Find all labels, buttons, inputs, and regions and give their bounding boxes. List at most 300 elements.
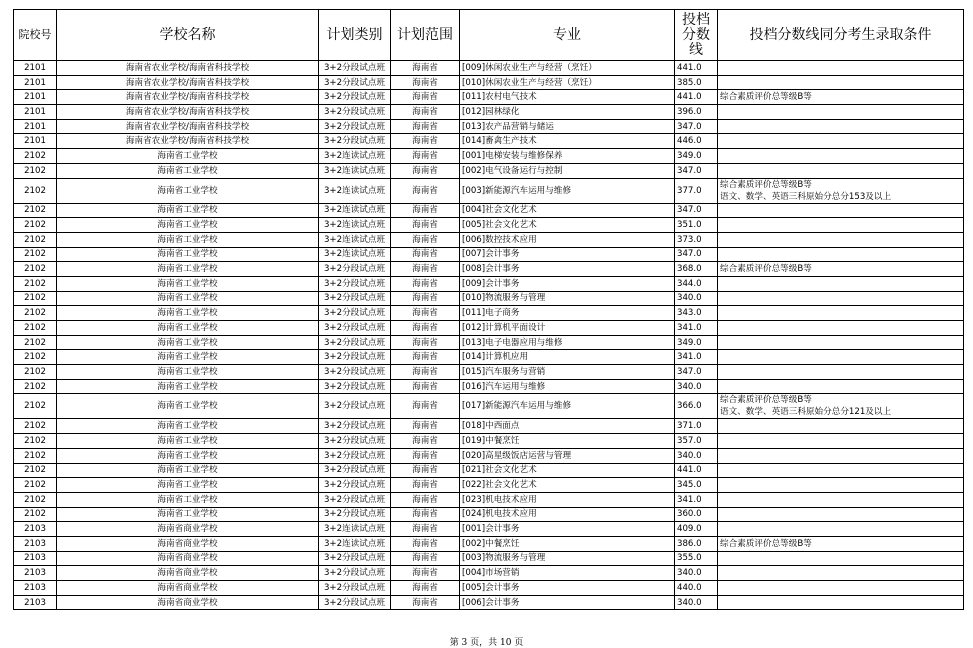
cell-major: [009]会计事务 [460,276,675,291]
cell-plan-scope: 海南省 [391,75,460,90]
cell-code: 2102 [14,306,57,321]
cell-major: [006]会计事务 [460,595,675,610]
table-row [14,232,964,247]
cell-code: 2103 [14,536,57,551]
table-row [14,463,964,478]
cell-plan-scope: 海南省 [391,350,460,365]
cell-condition [718,394,964,419]
cell-major: [023]机电技术应用 [460,492,675,507]
cell-school: 海南省工业学校 [57,492,319,507]
cell-plan-scope: 海南省 [391,247,460,262]
cell-plan-type: 3+2分段试点班 [319,90,391,105]
cell-plan-scope: 海南省 [391,218,460,233]
cell-plan-type: 3+2分段试点班 [319,551,391,566]
cell-plan-type: 3+2连读试点班 [319,203,391,218]
cell-plan-scope: 海南省 [391,536,460,551]
cell-plan-scope: 海南省 [391,178,460,203]
cell-condition [718,149,964,164]
cell-score: 373.0 [675,232,718,247]
cell-plan-type: 3+2分段试点班 [319,419,391,434]
cell-condition [718,321,964,336]
cell-school: 海南省商业学校 [57,581,319,596]
cell-major: [011]电子商务 [460,306,675,321]
cell-code: 2102 [14,492,57,507]
cell-plan-type: 3+2分段试点班 [319,321,391,336]
table-row [14,178,964,203]
cell-plan-type: 3+2连读试点班 [319,247,391,262]
cell-score: 340.0 [675,448,718,463]
table-row [14,551,964,566]
cell-condition [718,178,964,203]
cell-school: 海南省工业学校 [57,247,319,262]
cell-school: 海南省农业学校/海南省科技学校 [57,134,319,149]
cell-code: 2101 [14,75,57,90]
cell-plan-scope: 海南省 [391,595,460,610]
cell-code: 2102 [14,335,57,350]
cell-school: 海南省商业学校 [57,536,319,551]
cell-code: 2102 [14,247,57,262]
cell-major: [007]会计事务 [460,247,675,262]
cell-score: 441.0 [675,463,718,478]
cell-plan-scope: 海南省 [391,134,460,149]
cell-major: [003]新能源汽车运用与维修 [460,178,675,203]
cell-condition [718,507,964,522]
cell-school: 海南省工业学校 [57,232,319,247]
condition-line: 综合素质评价总等级B等 [720,538,812,549]
cell-plan-type: 3+2分段试点班 [319,566,391,581]
table-row [14,321,964,336]
cell-code: 2103 [14,581,57,596]
cell-major: [024]机电技术应用 [460,507,675,522]
table-row [14,595,964,610]
cell-major: [002]中餐烹饪 [460,536,675,551]
cell-plan-type: 3+2分段试点班 [319,365,391,380]
cell-school: 海南省农业学校/海南省科技学校 [57,61,319,76]
cell-major: [014]畜禽生产技术 [460,134,675,149]
table-row [14,379,964,394]
cell-plan-type: 3+2分段试点班 [319,306,391,321]
cell-school: 海南省工业学校 [57,218,319,233]
table-row [14,90,964,105]
cell-plan-type: 3+2连读试点班 [319,522,391,537]
cell-code: 2102 [14,379,57,394]
cell-school: 海南省农业学校/海南省科技学校 [57,75,319,90]
cell-score: 385.0 [675,75,718,90]
cell-code: 2102 [14,463,57,478]
table-row [14,492,964,507]
cell-code: 2102 [14,507,57,522]
cell-code: 2101 [14,119,57,134]
cell-plan-scope: 海南省 [391,163,460,178]
cell-score: 440.0 [675,581,718,596]
cell-plan-scope: 海南省 [391,507,460,522]
cell-score: 340.0 [675,379,718,394]
table-row [14,365,964,380]
cell-condition [718,419,964,434]
cell-score: 441.0 [675,90,718,105]
cell-plan-type: 3+2分段试点班 [319,276,391,291]
cell-condition [718,581,964,596]
table-row [14,478,964,493]
table-body [14,61,964,610]
cell-code: 2102 [14,350,57,365]
cell-code: 2103 [14,595,57,610]
cell-major: [006]数控技术应用 [460,232,675,247]
condition-line: 语文、数学、英语三科原始分总分121及以上 [720,407,892,418]
table-row [14,507,964,522]
cell-school: 海南省工业学校 [57,379,319,394]
header-plan-type: 计划类别 [319,10,391,61]
cell-code: 2102 [14,178,57,203]
cell-score: 341.0 [675,492,718,507]
cell-score: 340.0 [675,566,718,581]
cell-school: 海南省工业学校 [57,321,319,336]
cell-school: 海南省农业学校/海南省科技学校 [57,105,319,120]
cell-plan-type: 3+2分段试点班 [319,262,391,277]
table-row [14,119,964,134]
cell-plan-type: 3+2分段试点班 [319,379,391,394]
cell-code: 2102 [14,448,57,463]
cell-condition [718,350,964,365]
table-row [14,448,964,463]
cell-condition [718,119,964,134]
header-plan-scope: 计划范围 [391,10,460,61]
cell-score: 371.0 [675,419,718,434]
cell-plan-scope: 海南省 [391,419,460,434]
cell-code: 2102 [14,291,57,306]
cell-school: 海南省商业学校 [57,595,319,610]
cell-school: 海南省工业学校 [57,149,319,164]
cell-score: 347.0 [675,247,718,262]
cell-score: 347.0 [675,163,718,178]
condition-line: 综合素质评价总等级B等 [720,179,812,190]
cell-score: 441.0 [675,61,718,76]
cell-plan-scope: 海南省 [391,119,460,134]
cell-code: 2102 [14,203,57,218]
cell-score: 347.0 [675,365,718,380]
cell-condition [718,105,964,120]
cell-code: 2103 [14,566,57,581]
cell-score: 343.0 [675,306,718,321]
cell-plan-type: 3+2分段试点班 [319,105,391,120]
cell-condition [718,566,964,581]
table-row [14,247,964,262]
cell-school: 海南省商业学校 [57,522,319,537]
cell-code: 2101 [14,90,57,105]
cell-code: 2102 [14,394,57,419]
cell-major: [021]社会文化艺术 [460,463,675,478]
cell-condition [718,365,964,380]
cell-score: 386.0 [675,536,718,551]
table-row [14,149,964,164]
cell-major: [018]中西面点 [460,419,675,434]
condition-line: 综合素质评价总等级B等 [720,264,812,275]
cell-major: [002]电气设备运行与控制 [460,163,675,178]
cell-plan-scope: 海南省 [391,90,460,105]
cell-school: 海南省工业学校 [57,448,319,463]
cell-score: 351.0 [675,218,718,233]
table-row [14,536,964,551]
cell-score: 396.0 [675,105,718,120]
cell-school: 海南省工业学校 [57,507,319,522]
cell-major: [015]汽车服务与营销 [460,365,675,380]
cell-school: 海南省工业学校 [57,163,319,178]
table-row [14,203,964,218]
cell-plan-scope: 海南省 [391,551,460,566]
cell-major: [013]农产品营销与储运 [460,119,675,134]
cell-plan-type: 3+2连读试点班 [319,149,391,164]
table-row [14,276,964,291]
cell-code: 2102 [14,419,57,434]
cell-major: [020]高星级饭店运营与管理 [460,448,675,463]
cell-plan-type: 3+2分段试点班 [319,350,391,365]
cell-code: 2102 [14,262,57,277]
cell-school: 海南省工业学校 [57,306,319,321]
cell-score: 446.0 [675,134,718,149]
cell-school: 海南省工业学校 [57,262,319,277]
table-row [14,566,964,581]
cell-condition [718,218,964,233]
cell-plan-scope: 海南省 [391,394,460,419]
cell-condition [718,134,964,149]
cell-score: 368.0 [675,262,718,277]
table-row [14,134,964,149]
cell-score: 347.0 [675,119,718,134]
header-score: 投档分数线 [675,10,718,61]
header-school: 学校名称 [57,10,319,61]
cell-plan-scope: 海南省 [391,306,460,321]
cell-condition [718,262,964,277]
table-row [14,419,964,434]
cell-condition [718,291,964,306]
cell-major: [005]社会文化艺术 [460,218,675,233]
cell-plan-scope: 海南省 [391,492,460,507]
cell-major: [008]会计事务 [460,262,675,277]
cell-school: 海南省工业学校 [57,203,319,218]
cell-code: 2102 [14,434,57,449]
condition-line: 综合素质评价总等级B等 [720,92,812,103]
admission-table [13,9,964,610]
cell-plan-scope: 海南省 [391,232,460,247]
cell-school: 海南省农业学校/海南省科技学校 [57,119,319,134]
cell-plan-scope: 海南省 [391,365,460,380]
cell-plan-type: 3+2连读试点班 [319,218,391,233]
cell-condition [718,203,964,218]
cell-condition [718,276,964,291]
cell-school: 海南省工业学校 [57,478,319,493]
cell-score: 360.0 [675,507,718,522]
cell-code: 2102 [14,478,57,493]
table-row [14,335,964,350]
cell-plan-scope: 海南省 [391,463,460,478]
cell-score: 347.0 [675,203,718,218]
cell-condition [718,463,964,478]
cell-major: [016]汽车运用与维修 [460,379,675,394]
cell-major: [022]社会文化艺术 [460,478,675,493]
header-condition: 投档分数线同分考生录取条件 [718,10,964,61]
cell-condition [718,536,964,551]
cell-score: 340.0 [675,595,718,610]
cell-major: [017]新能源汽车运用与维修 [460,394,675,419]
cell-code: 2102 [14,232,57,247]
cell-code: 2101 [14,61,57,76]
condition-line: 综合素质评价总等级B等 [720,395,812,406]
table-row [14,394,964,419]
cell-school: 海南省工业学校 [57,335,319,350]
cell-plan-scope: 海南省 [391,522,460,537]
cell-plan-type: 3+2分段试点班 [319,492,391,507]
cell-score: 341.0 [675,321,718,336]
table-row [14,522,964,537]
cell-school: 海南省农业学校/海南省科技学校 [57,90,319,105]
cell-plan-type: 3+2分段试点班 [319,134,391,149]
cell-condition [718,522,964,537]
cell-plan-type: 3+2分段试点班 [319,75,391,90]
cell-score: 377.0 [675,178,718,203]
cell-plan-type: 3+2连读试点班 [319,178,391,203]
cell-plan-scope: 海南省 [391,61,460,76]
cell-code: 2101 [14,134,57,149]
cell-major: [009]休闲农业生产与经营（烹饪） [460,61,675,76]
cell-condition [718,61,964,76]
cell-school: 海南省工业学校 [57,365,319,380]
cell-major: [010]休闲农业生产与经营（烹饪） [460,75,675,90]
header-major: 专业 [460,10,675,61]
cell-major: [001]会计事务 [460,522,675,537]
condition-line: 语文、数学、英语三科原始分总分153及以上 [720,191,892,202]
table-row [14,105,964,120]
cell-plan-type: 3+2分段试点班 [319,291,391,306]
cell-condition [718,448,964,463]
table-row [14,581,964,596]
cell-plan-scope: 海南省 [391,291,460,306]
cell-condition [718,75,964,90]
cell-score: 409.0 [675,522,718,537]
page-footer: 第 3 页，共 10 页 [449,638,524,648]
cell-condition [718,379,964,394]
cell-score: 341.0 [675,350,718,365]
cell-score: 349.0 [675,335,718,350]
table-row [14,434,964,449]
cell-major: [001]电梯安装与维修保养 [460,149,675,164]
cell-code: 2101 [14,105,57,120]
cell-school: 海南省商业学校 [57,551,319,566]
cell-condition [718,595,964,610]
table-row [14,291,964,306]
cell-school: 海南省工业学校 [57,350,319,365]
cell-plan-type: 3+2分段试点班 [319,119,391,134]
cell-major: [004]社会文化艺术 [460,203,675,218]
cell-major: [014]计算机应用 [460,350,675,365]
cell-major: [013]电子电器应用与维修 [460,335,675,350]
cell-plan-type: 3+2分段试点班 [319,335,391,350]
cell-score: 340.0 [675,291,718,306]
cell-plan-type: 3+2连读试点班 [319,163,391,178]
cell-plan-scope: 海南省 [391,276,460,291]
cell-school: 海南省工业学校 [57,463,319,478]
cell-condition [718,90,964,105]
cell-score: 349.0 [675,149,718,164]
cell-plan-scope: 海南省 [391,478,460,493]
cell-plan-scope: 海南省 [391,105,460,120]
cell-condition [718,306,964,321]
cell-plan-scope: 海南省 [391,262,460,277]
cell-score: 355.0 [675,551,718,566]
cell-plan-scope: 海南省 [391,581,460,596]
cell-plan-type: 3+2分段试点班 [319,595,391,610]
cell-plan-scope: 海南省 [391,448,460,463]
cell-score: 366.0 [675,394,718,419]
cell-plan-type: 3+2分段试点班 [319,478,391,493]
cell-major: [012]园林绿化 [460,105,675,120]
cell-score: 345.0 [675,478,718,493]
cell-plan-scope: 海南省 [391,335,460,350]
cell-code: 2102 [14,365,57,380]
header-code: 院校号 [14,10,57,61]
cell-code: 2102 [14,321,57,336]
cell-school: 海南省商业学校 [57,566,319,581]
cell-condition [718,335,964,350]
cell-major: [010]物流服务与管理 [460,291,675,306]
table-row [14,61,964,76]
cell-code: 2102 [14,218,57,233]
cell-condition [718,551,964,566]
cell-code: 2103 [14,551,57,566]
cell-plan-type: 3+2分段试点班 [319,434,391,449]
cell-code: 2103 [14,522,57,537]
cell-school: 海南省工业学校 [57,419,319,434]
cell-condition [718,492,964,507]
cell-major: [012]计算机平面设计 [460,321,675,336]
cell-plan-type: 3+2分段试点班 [319,61,391,76]
cell-plan-type: 3+2分段试点班 [319,448,391,463]
table-row [14,75,964,90]
cell-major: [003]物流服务与管理 [460,551,675,566]
table-row [14,163,964,178]
cell-major: [004]市场营销 [460,566,675,581]
table-row [14,306,964,321]
table-row [14,218,964,233]
cell-school: 海南省工业学校 [57,291,319,306]
cell-code: 2102 [14,163,57,178]
cell-condition [718,478,964,493]
cell-plan-scope: 海南省 [391,203,460,218]
cell-major: [011]农村电气技术 [460,90,675,105]
cell-plan-scope: 海南省 [391,566,460,581]
cell-condition [718,247,964,262]
table-row [14,262,964,277]
cell-school: 海南省工业学校 [57,434,319,449]
cell-plan-type: 3+2连读试点班 [319,232,391,247]
cell-school: 海南省工业学校 [57,276,319,291]
cell-plan-type: 3+2分段试点班 [319,581,391,596]
cell-school: 海南省工业学校 [57,394,319,419]
cell-condition [718,163,964,178]
cell-plan-scope: 海南省 [391,149,460,164]
cell-plan-scope: 海南省 [391,434,460,449]
cell-school: 海南省工业学校 [57,178,319,203]
cell-plan-type: 3+2分段试点班 [319,463,391,478]
cell-major: [019]中餐烹饪 [460,434,675,449]
cell-condition [718,434,964,449]
cell-score: 344.0 [675,276,718,291]
table-row [14,350,964,365]
cell-plan-type: 3+2连读试点班 [319,536,391,551]
cell-plan-type: 3+2分段试点班 [319,507,391,522]
cell-plan-type: 3+2分段试点班 [319,394,391,419]
cell-code: 2102 [14,276,57,291]
cell-plan-scope: 海南省 [391,321,460,336]
